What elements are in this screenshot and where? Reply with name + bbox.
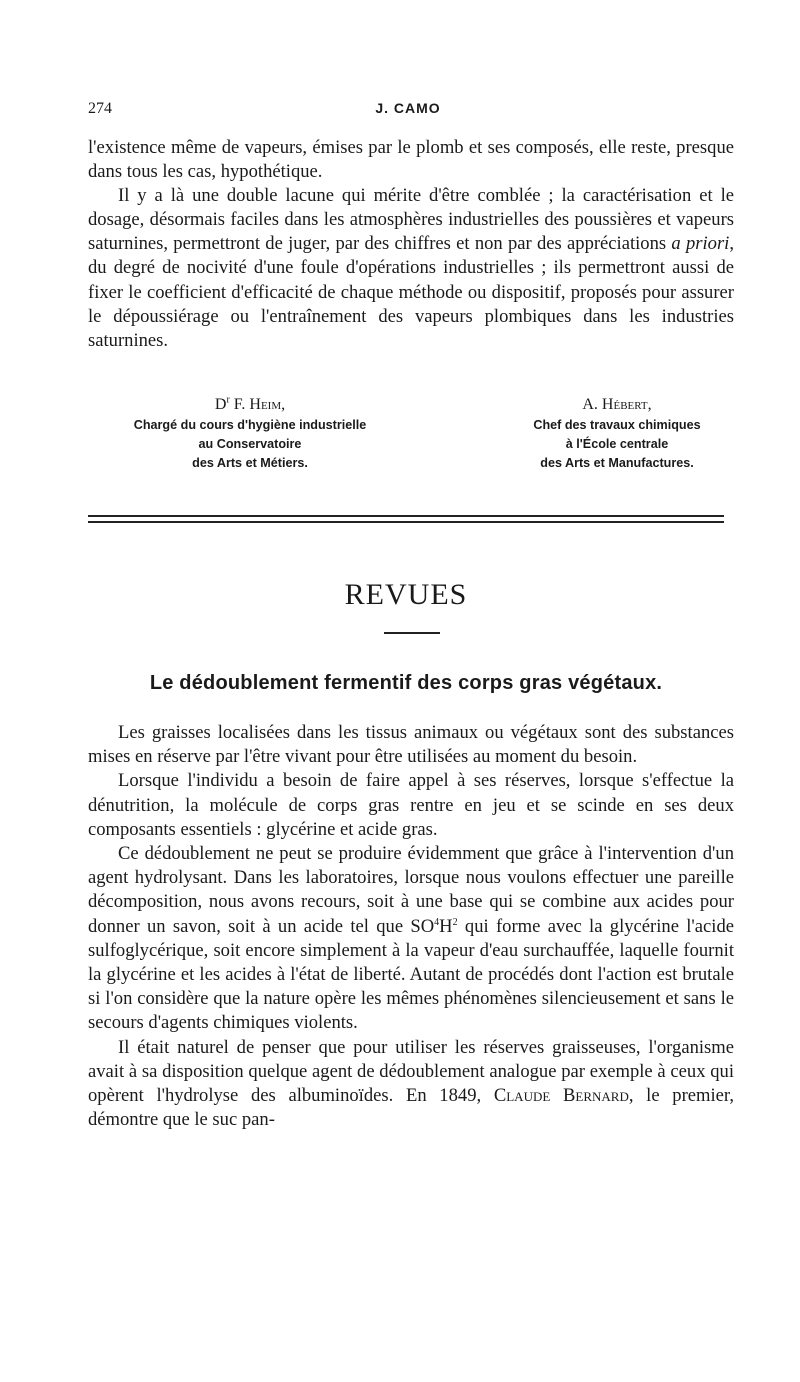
article-paragraph-4 bbox=[88, 1036, 734, 1133]
article-paragraph-3-part-c: qui forme avec la glycérine l'acide sulfoglycérique, soit encore simplement à la vapeur d'eau surchauffée, laquelle fournit la glycérine et les acides à l'état de liberté. Autant de procédés dont l'action est brutale si l'on considère que la nature opère les mêmes phénomènes silencieusement et sans le secours d'agents chimiques violents. bbox=[88, 915, 734, 1034]
formula-subscript-2: 2 bbox=[452, 916, 458, 928]
formula-hydrogen: H bbox=[439, 915, 453, 937]
double-rule-top bbox=[88, 515, 724, 517]
signature-left-title-sup: r bbox=[226, 394, 230, 406]
article-paragraph-3-part-a: Ce dédoublement ne peut se produire évidemment que grâce à l'intervention d'un agent hydrolysant. Dans les laboratoires, lorsque nous voulons effectuer une pareille décomposition, nous avons recours, soit à une base qui se combine aux acides pour donner un savon, soit à un acide tel que SO bbox=[88, 843, 734, 937]
intro-text bbox=[88, 136, 734, 353]
signature-left-name-text: F. Heim, bbox=[233, 396, 286, 413]
formula-subscript-4: 4 bbox=[434, 916, 440, 928]
running-head bbox=[88, 100, 728, 124]
article-title: Le dédoublement fermentif des corps gras végétaux. bbox=[149, 672, 663, 694]
article-paragraph-3 bbox=[88, 842, 734, 1036]
author-name: Claude Bernard bbox=[493, 1085, 629, 1107]
italic-phrase: a priori bbox=[671, 233, 730, 255]
intro-paragraph-1: l'existence même de vapeurs, émises par le plomb et ses composés, elle reste, presque dans tous les cas, hypothétique. bbox=[88, 137, 734, 183]
article-paragraph-4-part-b: , le premier, démontre que le suc pan- bbox=[88, 1085, 734, 1131]
signature-right-line-2: à l'École centrale bbox=[565, 437, 669, 451]
signature-left-line-1: Chargé du cours d'hygiène industrielle bbox=[133, 418, 367, 432]
signature-left-line-3: des Arts et Métiers. bbox=[192, 456, 308, 470]
signature-right-line-1: Chef des travaux chimiques bbox=[533, 418, 701, 432]
section-rule bbox=[384, 632, 440, 634]
signature-right bbox=[494, 394, 740, 473]
signature-left-name bbox=[120, 394, 380, 416]
page-number: 274 bbox=[88, 100, 112, 117]
signature-right-name: A. Hébert, bbox=[582, 396, 652, 413]
article-paragraph-4-part-a: Il était naturel de penser que pour utiliser les réserves graisseuses, l'organisme avait à sa disposition quelque agent de dédoublement analogue par exemple à ceux qui opèrent l'hydrolyse des albuminoïdes. En 1849, bbox=[88, 1036, 734, 1107]
intro-paragraph-2-start: Il y a là une double lacune qui mérite d'être comblée ; la caractérisation et le dosage, désormais faciles dans les atmosphères industrielles des poussières et vapeurs saturnines, permettront de juger, par des chiffres et non par des appréciations bbox=[88, 185, 734, 255]
running-title: J. CAMO bbox=[375, 100, 441, 116]
intro-paragraph-2 bbox=[88, 184, 734, 353]
double-rule-bottom bbox=[88, 521, 724, 523]
article-body bbox=[88, 721, 734, 1132]
signature-left-line-2: au Conservatoire bbox=[198, 437, 302, 451]
signature-right-line-3: des Arts et Manufactures. bbox=[540, 456, 694, 470]
signature-left-title: D bbox=[214, 396, 227, 413]
section-title: REVUES bbox=[344, 578, 468, 611]
intro-paragraph-2-end: , du degré de nocivité d'une foule d'opérations industrielles ; ils permettront aussi de fixer le coefficient d'efficacité de chaque méthode ou dispositif, proposés pour assurer le dépoussiérage ou l'entraînement des vapeurs plombiques dans les industries saturnines. bbox=[88, 233, 735, 351]
signature-left bbox=[120, 394, 380, 473]
article-paragraph-2: Lorsque l'individu a besoin de faire appel à ses réserves, lorsque s'effectue la dénutrition, la molécule de corps gras rentre en jeu et se scinde en ses deux composants essentiels : glycérine et acide gras. bbox=[88, 770, 734, 840]
article-paragraph-1: Les graisses localisées dans les tissus animaux ou végétaux sont des substances mises en réserve par l'être vivant pour être utilisées au moment du besoin. bbox=[88, 722, 734, 768]
